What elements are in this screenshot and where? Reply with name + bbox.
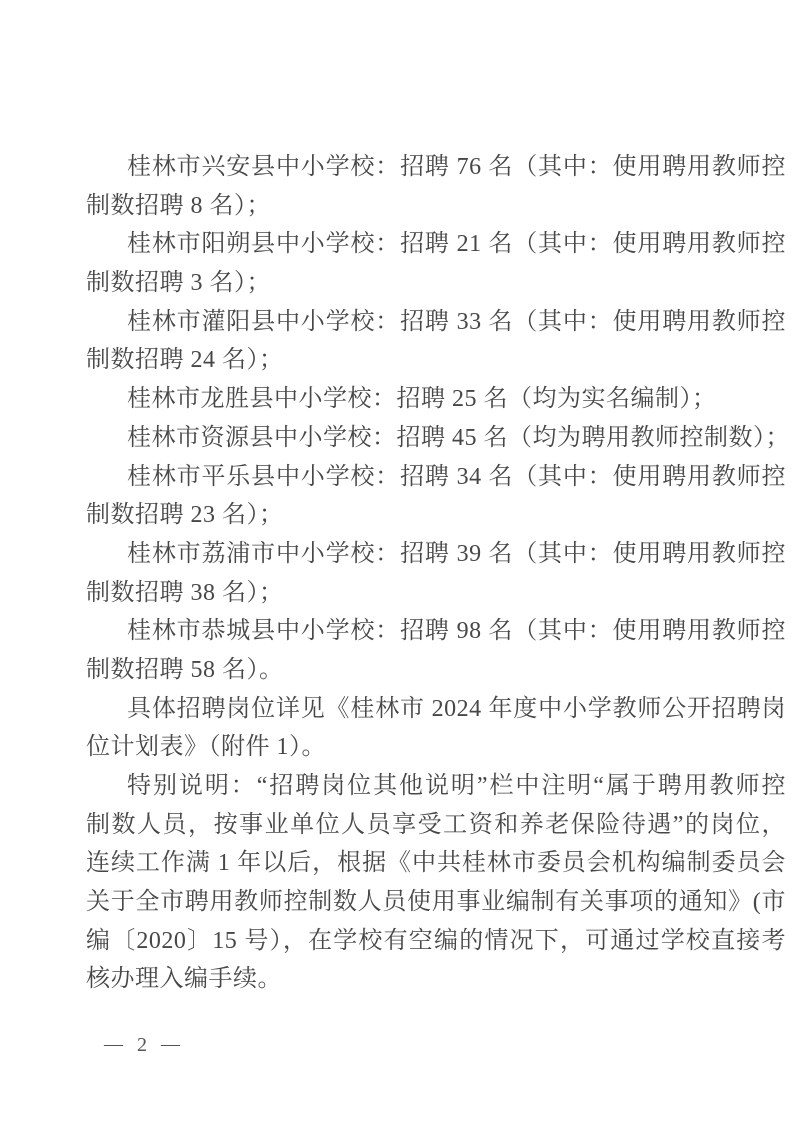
document-line: 桂林市资源县中小学校：招聘 45 名（均为聘用教师控制数）； [127,424,790,451]
document-body [86,148,790,999]
document-line: 制数招聘 3 名）； [86,270,271,297]
document-line: 桂林市龙胜县中小学校：招聘 25 名（均为实名编制）； [127,386,717,413]
document-line: 制数招聘 24 名）； [86,347,284,374]
document-line: 具体招聘岗位详见《桂林市 2024 年度中小学教师公开招聘岗 [127,695,786,722]
document-line: 桂林市恭城县中小学校：招聘 98 名（其中：使用聘用教师控 [127,618,786,645]
document-line: 关于全市聘用教师控制数人员使用事业编制有关事项的通知》(市 [86,889,786,916]
document-line: 桂林市平乐县中小学校：招聘 34 名（其中：使用聘用教师控 [127,463,786,490]
document-line: 制数人员，按事业单位人员享受工资和养老保险待遇”的岗位， [86,811,786,838]
page-number: 2 [137,1034,147,1056]
document-line: 制数招聘 8 名）； [86,192,271,219]
document-line: 桂林市阳朔县中小学校：招聘 21 名（其中：使用聘用教师控 [127,231,786,258]
document-line: 核办理入编手续。 [86,966,282,993]
document-line: 桂林市灌阳县中小学校：招聘 33 名（其中：使用聘用教师控 [127,308,786,335]
footer-dash-right: — [161,1034,180,1055]
document-line: 桂林市荔浦市中小学校：招聘 39 名（其中：使用聘用教师控 [127,540,786,567]
document-line: 制数招聘 23 名）； [86,502,284,529]
document-line: 特别说明：“招聘岗位其他说明”栏中注明“属于聘用教师控 [127,773,786,799]
document-line: 位计划表》（附件 1）。 [86,734,326,761]
document-line: 连续工作满 1 年以后，根据《中共桂林市委员会机构编制委员会 [86,850,786,877]
page-footer [104,1033,180,1057]
footer-dash-left: — [104,1034,123,1055]
document-line: 桂林市兴安县中小学校：招聘 76 名（其中：使用聘用教师控 [127,154,786,180]
document-line: 制数招聘 58 名）。 [86,656,284,683]
document-line: 制数招聘 38 名）； [86,579,284,606]
document-line: 编〔2020〕15 号），在学校有空编的情况下，可通过学校直接考 [86,927,786,954]
